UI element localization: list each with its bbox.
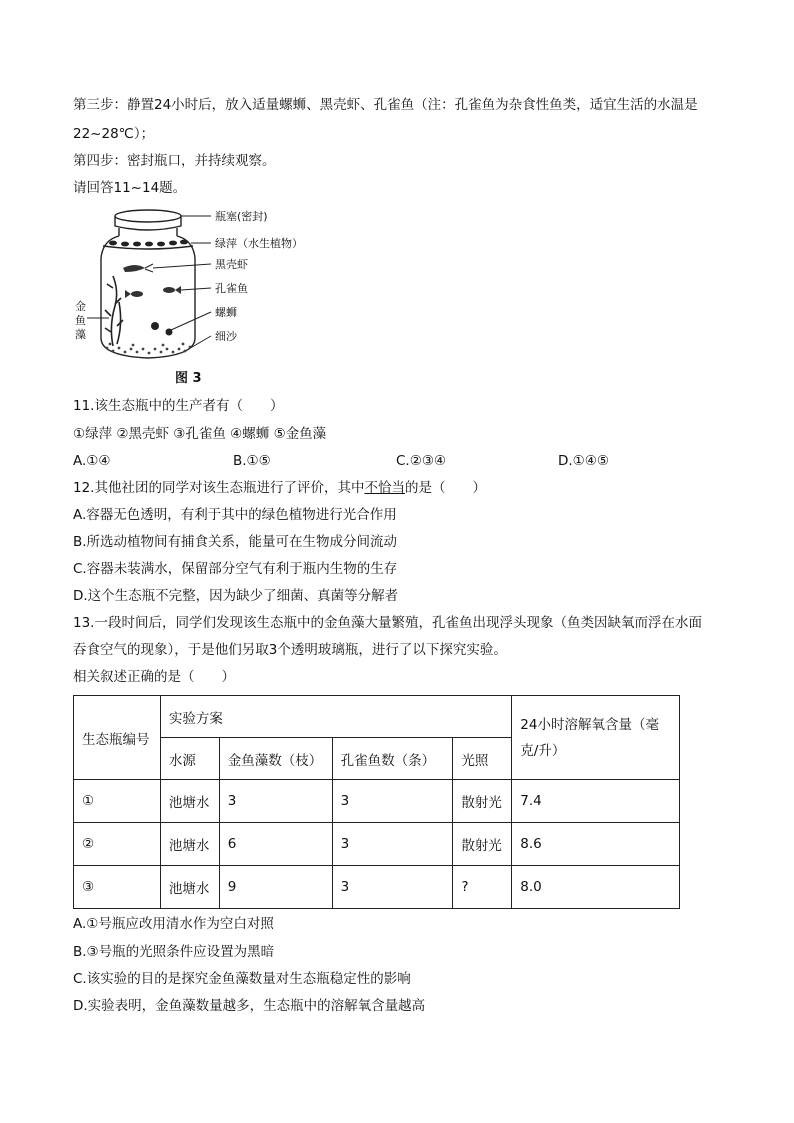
- q11-option-c: C.②③④: [396, 453, 447, 469]
- q13-option-c: C.该实验的目的是探究金鱼藻数量对生态瓶稳定性的影响: [73, 971, 411, 987]
- cell-light: 散射光: [453, 780, 512, 823]
- ecobottle-figure: [73, 206, 343, 386]
- table-header-row: [74, 696, 680, 738]
- subheader-water: 水源: [160, 738, 219, 780]
- q11-option-d: D.①④⑤: [558, 453, 609, 469]
- label-hornwort-1: 金: [75, 300, 86, 313]
- cell-oxygen: 8.0: [512, 866, 680, 909]
- q12-option-a: A.容器无色透明，有利于其中的绿色植物进行光合作用: [73, 507, 397, 523]
- cell-oxygen: 8.6: [512, 823, 680, 866]
- header-plan: 实验方案: [160, 696, 511, 738]
- label-sand: 细沙: [215, 330, 237, 343]
- q12-stem-post: 的是（ ）: [404, 480, 486, 496]
- q13-stem-line2: 吞食空气的现象），于是他们另取3个透明玻璃瓶，进行了以下探究实验。: [73, 642, 507, 658]
- q12-stem-underlined: 不恰当: [364, 480, 405, 496]
- figure-caption: 图 3: [175, 371, 202, 386]
- q11-stem: 11.该生态瓶中的生产者有（ ）: [73, 398, 284, 414]
- q12-option-c: C.容器未装满水，保留部分空气有利于瓶内生物的生存: [73, 561, 398, 577]
- prompt-line: 请回答11~14题。: [73, 180, 187, 196]
- header-bottle-id: 生态瓶编号: [74, 696, 161, 780]
- q13-stem-line3: 相关叙述正确的是（ ）: [73, 669, 235, 685]
- table-row: [74, 866, 680, 909]
- cell-guppy: 3: [332, 823, 453, 866]
- label-hornwort-2: 鱼: [75, 314, 86, 327]
- cell-id: ②: [74, 823, 161, 866]
- step3-line1: 第三步：静置24小时后，放入适量螺蛳、黑壳虾、孔雀鱼（注：孔雀鱼为杂食性鱼类，适宜生活的水温是: [73, 97, 698, 113]
- label-shrimp: 黑壳虾: [215, 258, 248, 271]
- subheader-guppy: 孔雀鱼数（条）: [332, 738, 453, 780]
- cell-hornwort: 9: [219, 866, 332, 909]
- cell-water: 池塘水: [160, 780, 219, 823]
- q12-stem: [73, 478, 486, 498]
- cell-guppy: 3: [332, 780, 453, 823]
- label-snail: 螺蛳: [215, 306, 237, 319]
- cell-water: 池塘水: [160, 866, 219, 909]
- experiment-table: [73, 695, 680, 909]
- subheader-light: 光照: [453, 738, 512, 780]
- cell-light: ?: [453, 866, 512, 909]
- cell-water: 池塘水: [160, 823, 219, 866]
- q13-stem-line1: 13.一段时间后，同学们发现该生态瓶中的金鱼藻大量繁殖，孔雀鱼出现浮头现象（鱼类因缺氧而浮在水面: [73, 615, 702, 631]
- cell-guppy: 3: [332, 866, 453, 909]
- label-hornwort-3: 藻: [75, 328, 86, 341]
- cell-id: ①: [74, 780, 161, 823]
- cell-id: ③: [74, 866, 161, 909]
- q13-option-b: B.③号瓶的光照条件应设置为黑暗: [73, 944, 275, 960]
- subheader-hornwort: 金鱼藻数（枝）: [219, 738, 332, 780]
- table-row: [74, 823, 680, 866]
- table-row: [74, 780, 680, 823]
- q12-stem-pre: 12.其他社团的同学对该生态瓶进行了评价，其中: [73, 480, 365, 496]
- step4-line: 第四步：密封瓶口，并持续观察。: [73, 153, 276, 169]
- cell-light: 散射光: [453, 823, 512, 866]
- q13-option-d: D.实验表明，金鱼藻数量越多，生态瓶中的溶解氧含量越高: [73, 998, 426, 1014]
- header-oxygen: 24小时溶解氧含量（毫克/升）: [512, 696, 680, 780]
- q13-option-a: A.①号瓶应改用清水作为空白对照: [73, 916, 274, 932]
- q11-items: ①绿萍 ②黑壳虾 ③孔雀鱼 ④螺蛳 ⑤金鱼藻: [73, 426, 327, 442]
- cell-oxygen: 7.4: [512, 780, 680, 823]
- cell-hornwort: 6: [219, 823, 332, 866]
- q11-option-a: A.①④: [73, 453, 111, 469]
- q12-option-d: D.这个生态瓶不完整，因为缺少了细菌、真菌等分解者: [73, 588, 399, 604]
- q11-option-b: B.①⑤: [233, 453, 271, 469]
- q12-option-b: B.所选动植物间有捕食关系，能量可在生物成分间流动: [73, 534, 398, 550]
- label-duckweed: 绿萍（水生植物）: [215, 237, 303, 250]
- step3-line2: 22~28℃）；: [73, 126, 155, 142]
- label-guppy: 孔雀鱼: [215, 282, 248, 295]
- label-stopper: 瓶塞(密封): [215, 210, 268, 223]
- cell-hornwort: 3: [219, 780, 332, 823]
